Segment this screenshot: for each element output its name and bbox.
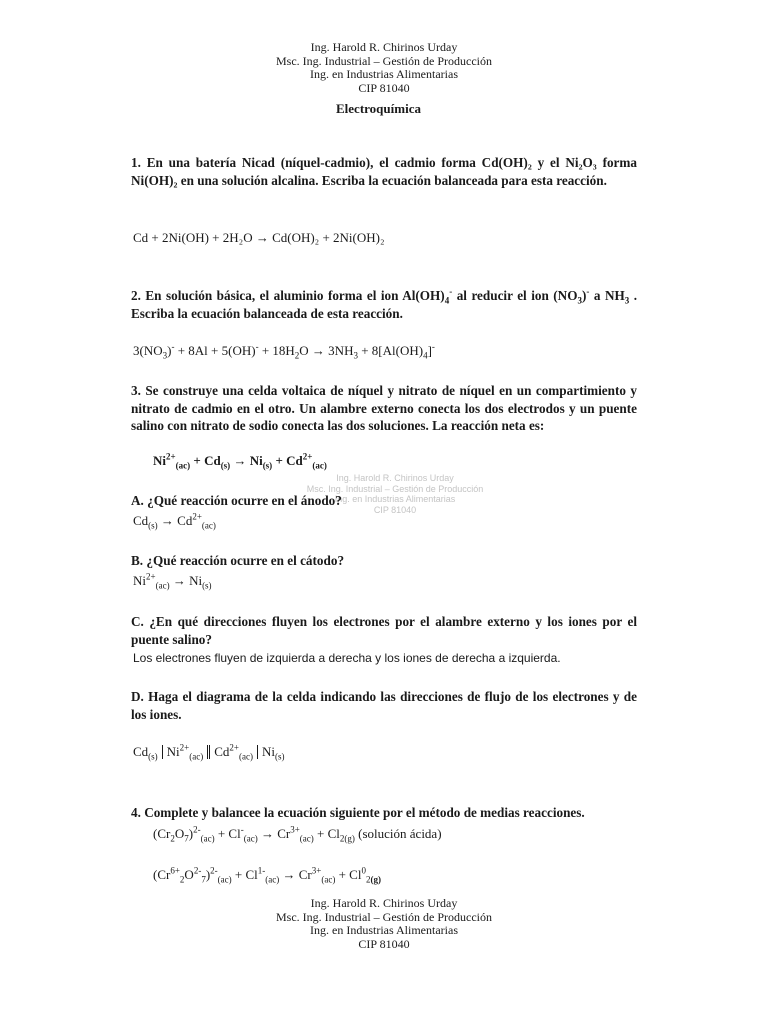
question-3: 3. Se construye una celda voltaica de níquel y nitrato de níquel en un compartimiento y nitrato de cadmio en el otro. Un alambre externo conecta los dos electrodos y un puente salino con nitrato de sodio conecta las dos soluciones. La reacción neta es: [131, 383, 637, 433]
page-header [0, 41, 768, 95]
header-line-3: Ing. en Industrias Alimentarias [310, 67, 458, 81]
question-3a: A. ¿Qué reacción ocurre en el ánodo? [131, 493, 342, 508]
question-2: 2. En solución básica, el aluminio forma el ion $Al(OH)_4^-$ al reducir el ion $(NO_3)^-$ a $NH_3$ . Escriba la ecuación balanceada de esta reacción. [131, 286, 638, 321]
answer-3a: $Cd_{(s)} \to Cd^{2+}_{(ac)}$ [133, 511, 216, 531]
footer-line-3: Ing. en Industrias Alimentarias [310, 923, 458, 937]
footer-line-4: CIP 81040 [358, 936, 410, 951]
question-1: 1. En una batería Nicad (níquel-cadmio), el cadmio forma Cd(OH)₂ y el Ni₂O₃ forma Ni(OH)₂ en una solución alcalina. Escriba la ecuación balanceada para esta reacción. [131, 155, 637, 188]
footer-line-2: Msc. Ing. Industrial – Gestión de Producción [276, 909, 492, 924]
equation-4: $(Cr_2O_7)^{2-}_{(ac)} + Cl^-_{(ac)} \to Cr^{3+}_{(ac)} + Cl_{2(g)}$ (solución ácida) [153, 824, 442, 844]
cell-diagram: $Cd_{(s)}$ $Ni^{2+}_{(ac)}$ $Cd^{2+}_{(ac)}$ $Ni_{(s)}$ [133, 742, 285, 762]
header-line-4: CIP 81040 [358, 80, 410, 95]
phase-boundary [257, 745, 258, 759]
question-3c: C. ¿En qué direcciones fluyen los electrones por el alambre externo y los iones por el puente salino? [131, 614, 637, 647]
answer-3c: Los electrones fluyen de izquierda a derecha y los iones de derecha a izquierda. [133, 651, 561, 665]
header-line-2: Msc. Ing. Industrial – Gestión de Producción [276, 53, 492, 68]
question-4: 4. Complete y balancee la ecuación siguiente por el método de medias reacciones. [131, 805, 585, 820]
header-line-1: Ing. Harold R. Chirinos Urday [310, 40, 458, 54]
question-3b: B. ¿Qué reacción ocurre en el cátodo? [131, 553, 345, 568]
phase-boundary [162, 745, 163, 759]
page-footer [0, 897, 768, 951]
question-3d: D. Haga el diagrama de la celda indicando las direcciones de flujo de los electrones y de los iones. [131, 689, 637, 722]
footer-line-1: Ing. Harold R. Chirinos Urday [310, 896, 458, 910]
net-reaction: $Ni^{2+}_{(ac)} + Cd_{(s)} \to Ni_{(s)} + Cd^{2+}_{(ac)}$ [153, 451, 327, 471]
watermark: Ing. Harold R. Chirinos Urday Msc. Ing. Industrial – Gestión de Producción Ing. en Industrias Alimentarias CIP 81040 [306, 473, 484, 515]
answer-3b: $Ni^{2+}_{(ac)} \to Ni_{(s)}$ [133, 571, 212, 591]
salt-bridge [207, 745, 210, 759]
equation-4-oxidation-states: $(Cr^{6+}_2O^{2-}_7)^{2-}_{(ac)} + Cl^{1-}_{(ac)} \to Cr^{3+}_{(ac)} + Cl^0_{2(g)}$ [153, 865, 381, 885]
page-title: Electroquímica [336, 101, 421, 116]
answer-2: $3(NO_3)^- + 8Al + 5(OH)^- + 18H_2O \to 3NH_3 + 8[Al(OH)_4]^-$ [133, 341, 435, 361]
answer-1: Cd + 2Ni(OH) + 2H₂O → Cd(OH)₂ + 2Ni(OH)₂ [133, 230, 385, 245]
